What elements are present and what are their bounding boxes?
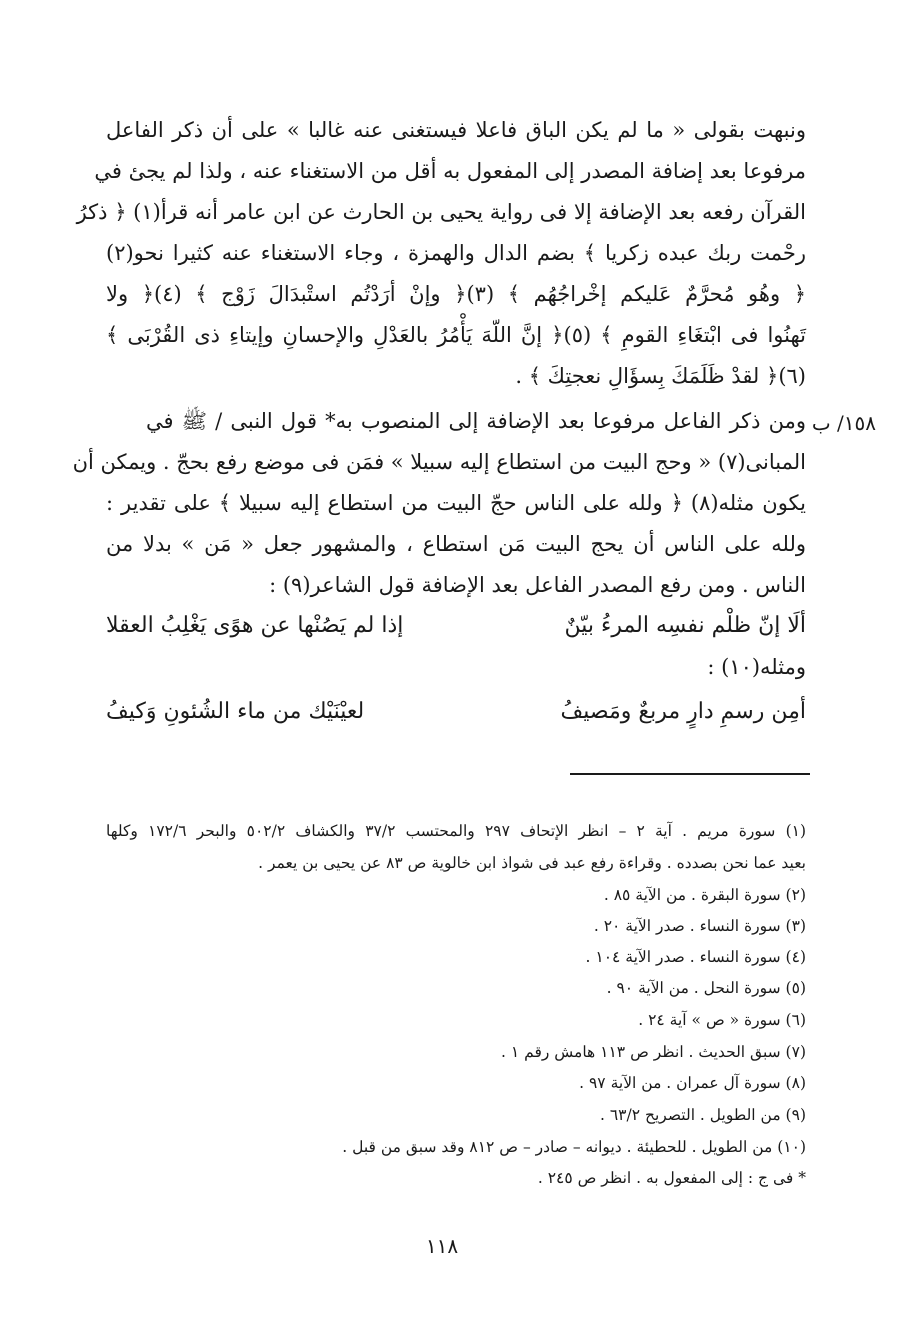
margin-folio-note: ١٥٨/ ب xyxy=(811,411,876,435)
body-line: ولله على الناس أن يحج البيت مَن استطاع ، والمشهور جعل « مَن » بدلا من xyxy=(106,532,806,556)
footnote: * فى ج : إلى المفعول به . انظر ص ٢٤٥ . xyxy=(537,1169,806,1187)
body-line: الناس . ومن رفع المصدر الفاعل بعد الإضافة قول الشاعر(٩) : xyxy=(269,573,806,597)
body-line: المبانى(٧) « وحج البيت من استطاع إليه سبيلا » فمَن فى موضع رفع بحجّ . ويمكن أن xyxy=(72,450,806,474)
footnote: (٦) سورة « ص » آية ٢٤ . xyxy=(638,1011,806,1029)
verse-second-hemistich: لعيْنَيْك من ماء الشُئونِ وَكيفُ xyxy=(106,699,365,724)
page-number: ١١٨ xyxy=(425,1234,459,1258)
footnote: (٤) سورة النساء . صدر الآية ١٠٤ . xyxy=(585,948,806,966)
body-line: ومن ذكر الفاعل مرفوعا بعد الإضافة إلى المنصوب به* قول النبى / ﷺ في xyxy=(146,409,806,433)
verse-first-hemistich: ألَا إنّ ظلْم نفسِه المرءُ بيّنٌ xyxy=(564,613,806,638)
footnote-separator xyxy=(570,773,810,775)
body-line: رحْمت ربك عبده زكريا ﴾ بضم الدال والهمزة ، وجاء الاستغناء عنه كثيرا نحو(٢) xyxy=(106,241,806,265)
footnote: (١٠) من الطويل . للحطيئة . ديوانه – صادر – ص ٨١٢ وقد سبق من قبل . xyxy=(342,1138,806,1156)
body-line: تَهنُوا فى ابْتغَاءِ القومِ ﴾ (٥)﴿ إنَّ اللّهَ يَأْمُرُ بالعَدْلِ والإحسانِ وإيتاءِ ذى القُرْبَى ﴾ xyxy=(106,323,806,347)
body-line: (٦)﴿ لقدْ ظَلَمَكَ بِسؤَالِ نعجتِكَ ﴾ . xyxy=(515,364,806,388)
body-line: ﴿ وهُو مُحرَّمٌ عَليكم إخْراجُهُم ﴾ (٣)﴿ وإنْ أرَدْتُم استْبدَالَ زَوْج ﴾ (٤)﴿ ولا xyxy=(106,282,807,306)
body-line: القرآن رفعه بعد الإضافة إلا فى رواية يحيى بن الحارث عن ابن عامر أنه قرأ(١) ﴿ ذكرُ xyxy=(76,200,806,224)
footnote: (٨) سورة آل عمران . من الآية ٩٧ . xyxy=(579,1074,806,1092)
poetry-verse xyxy=(106,606,806,646)
footnote: (٩) من الطويل . التصريح ٦٣/٢ . xyxy=(600,1106,806,1124)
footnote: (١) سورة مريم . آية ٢ – انظر الإتحاف ٢٩٧ والمحتسب ٣٧/٢ والكشاف ٥٠٢/٢ والبحر ١٧٢/٦ وكلها xyxy=(106,822,807,840)
verse-first-hemistich: أمِن رسمِ دارٍ مربعٌ ومَصيفُ xyxy=(560,699,806,724)
body-line: ومثله(١٠) : xyxy=(707,655,806,679)
footnote: (٣) سورة النساء . صدر الآية ٢٠ . xyxy=(593,917,806,935)
verse-second-hemistich: إذا لم يَصُنْها عن هوًى يَغْلِبُ العقلا xyxy=(106,613,404,638)
footnote: (٥) سورة النحل . من الآية ٩٠ . xyxy=(606,979,806,997)
footnote: (٢) سورة البقرة . من الآية ٨٥ . xyxy=(603,886,806,904)
body-line: مرفوعا بعد إضافة المصدر إلى المفعول به أقل من الاستغناء عنه ، ولذا لم يجئ في xyxy=(94,159,806,183)
poetry-verse xyxy=(106,692,806,732)
footnote: (٧) سبق الحديث . انظر ص ١١٣ هامش رقم ١ . xyxy=(501,1043,806,1061)
footnote: بعيد عما نحن بصدده . وقراءة رفع عبد فى شواذ ابن خالوية ص ٨٣ عن يحيى بن يعمر . xyxy=(258,854,806,872)
body-line: ونبهت بقولى « ما لم يكن الباق فاعلا فيستغنى عنه غالبا » على أن ذكر الفاعل xyxy=(106,118,806,142)
body-line: يكون مثله(٨) ﴿ ولله على الناس حجّ البيت من استطاع إليه سبيلا ﴾ على تقدير : xyxy=(106,491,806,515)
